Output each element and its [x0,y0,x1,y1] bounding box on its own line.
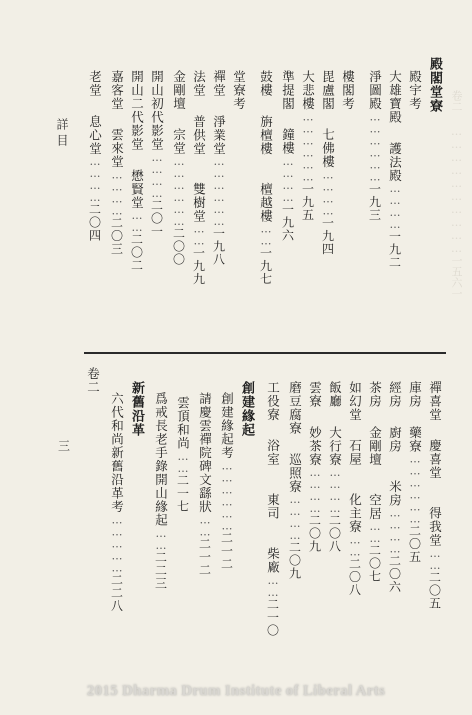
entry-title: 毘盧閣 [320,70,336,111]
leader-dots: …… [259,222,273,247]
leader-dots: ………… [328,466,342,514]
entry-title: 庫房 [407,381,423,408]
page-ref: 一九九 [191,246,206,286]
page-ref: 一九八 [211,227,226,266]
toc-entry [281,70,294,242]
spacer [321,111,336,125]
toc-entry [192,70,205,286]
page-ref: 一九五 [300,182,315,222]
leader-dots: ……………… [408,452,422,525]
entry-subitems: 普供堂 雙樹堂 [191,114,207,223]
entry-title: 請慶雲禪院碑文繇狀 [197,392,213,514]
entry-subitems: 金剛壇 空居 [367,425,383,520]
leader-dots: …… [266,574,280,598]
page-ref: 二〇一 [149,199,164,238]
leader-dots: …………… [110,513,124,574]
leader-dots: …… [176,450,190,474]
spacer [288,435,303,449]
leader-dots: ……………… [301,110,315,183]
entry-title: 殿宇考 [407,70,423,111]
page-ref: 二〇二 [129,233,144,272]
spacer [212,97,227,111]
toc-entry [321,70,334,256]
spacer [348,422,363,436]
bleed-through-text: 卷二 …………………………一五六一 [450,90,463,299]
entry-title: 大悲樓 [300,70,316,111]
page-number: 三 [58,439,71,453]
section-heading: 殿閣堂寮 [427,57,442,113]
leader-dots: ………… [308,466,322,514]
entry-title: 磨豆腐寮 [287,381,303,435]
toc-entry [368,70,381,222]
spacer [130,151,145,165]
margin-title: 詳目 [55,118,69,150]
entry-title: 鼓樓 [258,70,274,97]
leader-dots: ……………… [368,110,382,183]
toc-entry [368,381,381,583]
toc-entry [176,392,189,513]
toc-entry [130,70,143,272]
leader-dots: ………… [388,506,402,555]
leader-dots: ………… [321,168,335,217]
entry-title: 經房 [387,381,403,408]
spacer [388,124,403,138]
entry-title: 飯廳 [327,381,343,408]
toc-entry [408,381,421,564]
page-ref: 二〇五 [427,571,442,610]
spacer [281,111,296,125]
entry-subitems: 宗堂 [171,128,187,155]
page-ref: 二〇九 [287,541,302,580]
leader-dots: ………… [388,182,402,230]
leader-dots: ………… [88,155,102,203]
page-ref: 二一〇 [265,598,280,637]
entry-title: 大雄寶殿 [387,70,403,124]
toc-entry [88,70,101,242]
leader-dots: ………… [150,151,164,199]
page-ref: 二〇五 [407,524,422,564]
spacer [428,422,443,436]
page-ref: 二一二 [219,531,234,571]
toc-entry [232,70,245,111]
entry-subitems: 雲頂和尚 [175,396,191,450]
entry-subitems: 浴室 東司 柴廠 [265,439,281,574]
page-ref: 二一二 [197,537,212,577]
entry-title: 爲戒長老手錄開山緣起 [153,392,169,527]
section-divider [84,352,446,354]
toc-entry [348,381,361,597]
entry-subitems: 七佛樓 [320,128,336,169]
toc-entry [408,70,421,111]
entry-title: 開山初代影堂 [149,70,165,151]
spacer [192,97,207,111]
entry-title: 準提閣 [280,70,296,111]
leader-dots: …… [348,533,362,558]
toc-entry [428,381,441,610]
toc-entry [110,392,123,613]
page-ref: 二二三 [153,551,168,590]
volume-label: 卷二 [85,367,101,394]
toc-entry [301,70,314,222]
entry-title: 開山二代影堂 [129,70,145,151]
page-ref: 一九三 [367,182,382,222]
entry-title: 法堂 [191,70,207,97]
entry-title: 禪堂 [211,70,227,97]
entry-title: 老堂 [87,70,103,97]
leader-dots: ………… [281,155,295,203]
entry-title: 如幻堂 [347,381,363,422]
page-ref: 二〇八 [327,514,342,553]
entry-subitems: 巡照寮 [287,452,303,493]
leader-dots: ………… [288,493,302,541]
entry-title: 淨圖殿 [367,70,383,111]
watermark: 2015 Dharma Drum Institute of Liberal Arts [86,683,386,699]
entry-title: 禪喜堂 [427,381,443,422]
entry-subitems: 鐘樓 [280,128,296,155]
page-ref: 一九六 [280,203,295,242]
spacer [408,408,423,422]
entry-subitems: 妙茶寮 [307,425,323,466]
entry-title: 創建緣起考 [219,392,235,460]
leader-dots: ……………… [212,155,226,227]
spacer [259,97,274,111]
toc-entry [198,392,211,577]
page-ref: 二〇六 [387,554,402,594]
entry-subitems: 石屋 化主寮 [347,439,363,534]
section-heading: 新舊沿革 [129,381,144,437]
spacer [308,408,323,422]
entry-subitems: 藥寮 [407,425,423,453]
toc-entry [308,381,321,553]
spacer [368,408,383,422]
leader-dots: …… [130,209,144,233]
entry-subitems: 大行寮 [327,425,343,466]
entry-title: 堂寮考 [231,70,247,111]
leader-dots: ……………… [172,155,186,227]
entry-subitems: 護法殿 [387,141,403,182]
entry-subitems: 廚房 米房 [387,425,403,507]
spacer [110,111,125,125]
page-ref: 二〇三 [109,216,124,256]
toc-entry [172,70,185,266]
page-ref: 一九四 [320,216,335,256]
leader-dots: ………… [110,168,124,217]
spacer [172,111,187,125]
entry-subitems: 淨業堂 [211,114,227,155]
entry-title: 六代和尚新舊沿革考 [109,392,125,514]
page-ref: 二一七 [175,474,190,513]
leader-dots: …… [192,222,206,247]
leader-dots: …… [428,547,442,571]
leader-dots: ……………… [220,459,234,532]
toc-entry [154,392,167,590]
spacer [88,97,103,111]
toc-entry [341,70,354,111]
toc-entry [150,70,163,238]
page-ref: 二二八 [109,573,124,613]
page-ref: 二〇〇 [171,227,186,266]
leader-dots: …… [368,520,382,544]
entry-title: 茶房 [367,381,383,408]
toc-entry [388,70,401,269]
entry-title: 金剛壇 [171,70,187,111]
page-ref: 一九二 [387,230,402,269]
entry-subitems: 息心堂 [87,114,103,155]
toc-entry [288,381,301,580]
leader-dots: …… [198,513,212,538]
page-ref: 二〇九 [307,514,322,553]
toc-entry [328,381,341,553]
entry-subitems: 雲來堂 [109,128,125,169]
toc-entry [220,392,233,571]
entry-title: 雲寮 [307,381,323,408]
spacer [388,408,403,422]
page-ref: 二〇八 [347,557,362,597]
toc-entry [212,70,225,266]
toc-entry [388,381,401,594]
toc-entry [110,70,123,256]
spacer [266,422,281,436]
entry-subitems: 旃檀樓 檀越樓 [258,114,274,223]
section-heading: 創建緣起 [239,381,254,437]
page-ref: 二〇七 [367,544,382,583]
page-ref: 二〇四 [87,203,102,242]
toc-entry [259,70,272,286]
entry-title: 工役寮 [265,381,281,422]
entry-title: 樓閣考 [340,70,356,111]
entry-title: 嘉客堂 [109,70,125,111]
spacer [328,408,343,422]
entry-subitems: 慶喜堂 得我堂 [427,439,443,547]
page-ref: 一九七 [258,246,273,286]
entry-subitems: 懋賢堂 [129,168,145,209]
toc-entry [266,381,279,637]
leader-dots: …… [154,527,168,551]
